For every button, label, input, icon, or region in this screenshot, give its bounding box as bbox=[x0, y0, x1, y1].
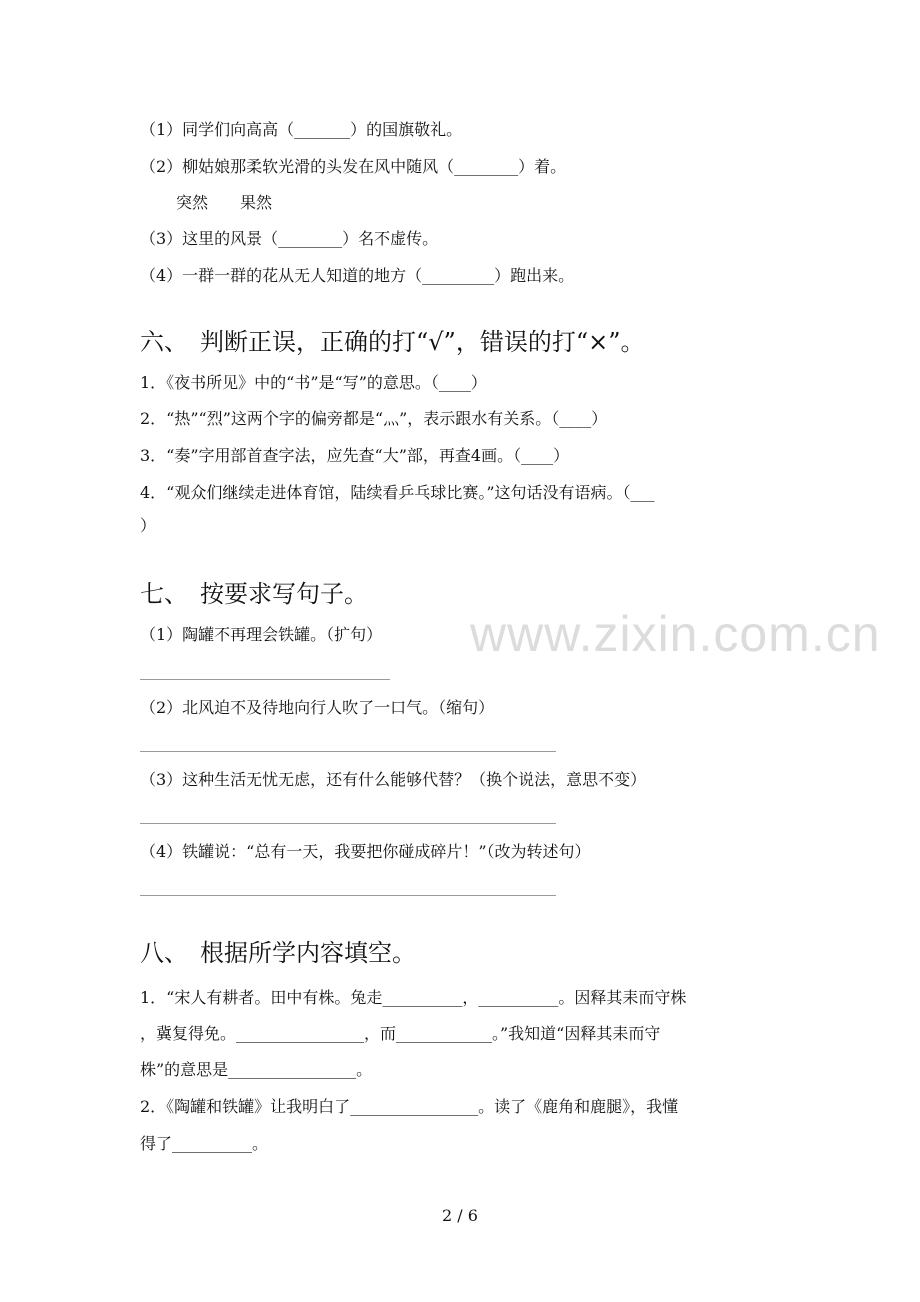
recall-line-5: 得了__________。 bbox=[140, 1134, 269, 1153]
sentence-task-2: （2）北风迫不及待地向行人吹了一口气。（缩句） bbox=[140, 698, 495, 717]
judge-item-3: 3．“奏”字用部首查字法，应先查“大”部，再查4画。（____） bbox=[140, 446, 570, 465]
sentence-task-3: （3）这种生活无忧无虑，还有什么能够代替？（换个说法，意思不变） bbox=[140, 770, 647, 789]
answer-line-3[interactable] bbox=[140, 823, 556, 824]
sentence-task-1: （1）陶罐不再理会铁罐。（扩句） bbox=[140, 625, 383, 644]
fill-item-2: （2）柳姑娘那柔软光滑的头发在风中随风（________）着。 bbox=[140, 157, 567, 176]
recall-line-3: 株”的意思是________________。 bbox=[140, 1060, 373, 1079]
answer-line-2[interactable] bbox=[140, 751, 556, 752]
fill-item-1: （1）同学们向高高（_______）的国旗敬礼。 bbox=[140, 120, 463, 139]
judge-item-2: 2．“热”“烈”这两个字的偏旁都是“灬”，表示跟水有关系。（____） bbox=[140, 409, 608, 428]
watermark: www.zixin.com.cn bbox=[470, 606, 881, 662]
sentence-task-4: （4）铁罐说：“总有一天，我要把你碰成碎片！”（改为转述句） bbox=[140, 842, 591, 861]
answer-line-1[interactable] bbox=[140, 679, 390, 680]
recall-line-4: 2．《陶罐和铁罐》让我明白了________________。读了《鹿角和鹿腿》，我懂 bbox=[140, 1097, 679, 1116]
section-8-title: 八、 根据所学内容填空。 bbox=[140, 939, 416, 967]
judge-item-1: 1．《夜书所见》中的“书”是“写”的意思。（____） bbox=[140, 373, 487, 392]
fill-item-4: （4）一群一群的花从无人知道的地方（_________）跑出来。 bbox=[140, 266, 575, 285]
recall-line-2: ，冀复得免。________________，而____________。”我知道“因释其耒而守 bbox=[140, 1024, 661, 1043]
section-7-title: 七、 按要求写句子。 bbox=[140, 580, 368, 608]
answer-line-4[interactable] bbox=[140, 895, 556, 896]
section-6-title: 六、 判断正误，正确的打“√”，错误的打“×”。 bbox=[140, 328, 645, 356]
page-number: 2 / 6 bbox=[442, 1206, 478, 1225]
judge-item-4-cont: ） bbox=[140, 516, 157, 535]
word-options: 突然 果然 bbox=[176, 193, 273, 212]
judge-item-4: 4．“观众们继续走进体育馆，陆续看乒乓球比赛。”这句话没有语病。（___ bbox=[140, 483, 655, 502]
fill-item-3: （3）这里的风景（________）名不虚传。 bbox=[140, 229, 439, 248]
recall-line-1: 1．“宋人有耕者。田中有株。兔走__________，__________。因释其耒而守株 bbox=[140, 988, 687, 1007]
